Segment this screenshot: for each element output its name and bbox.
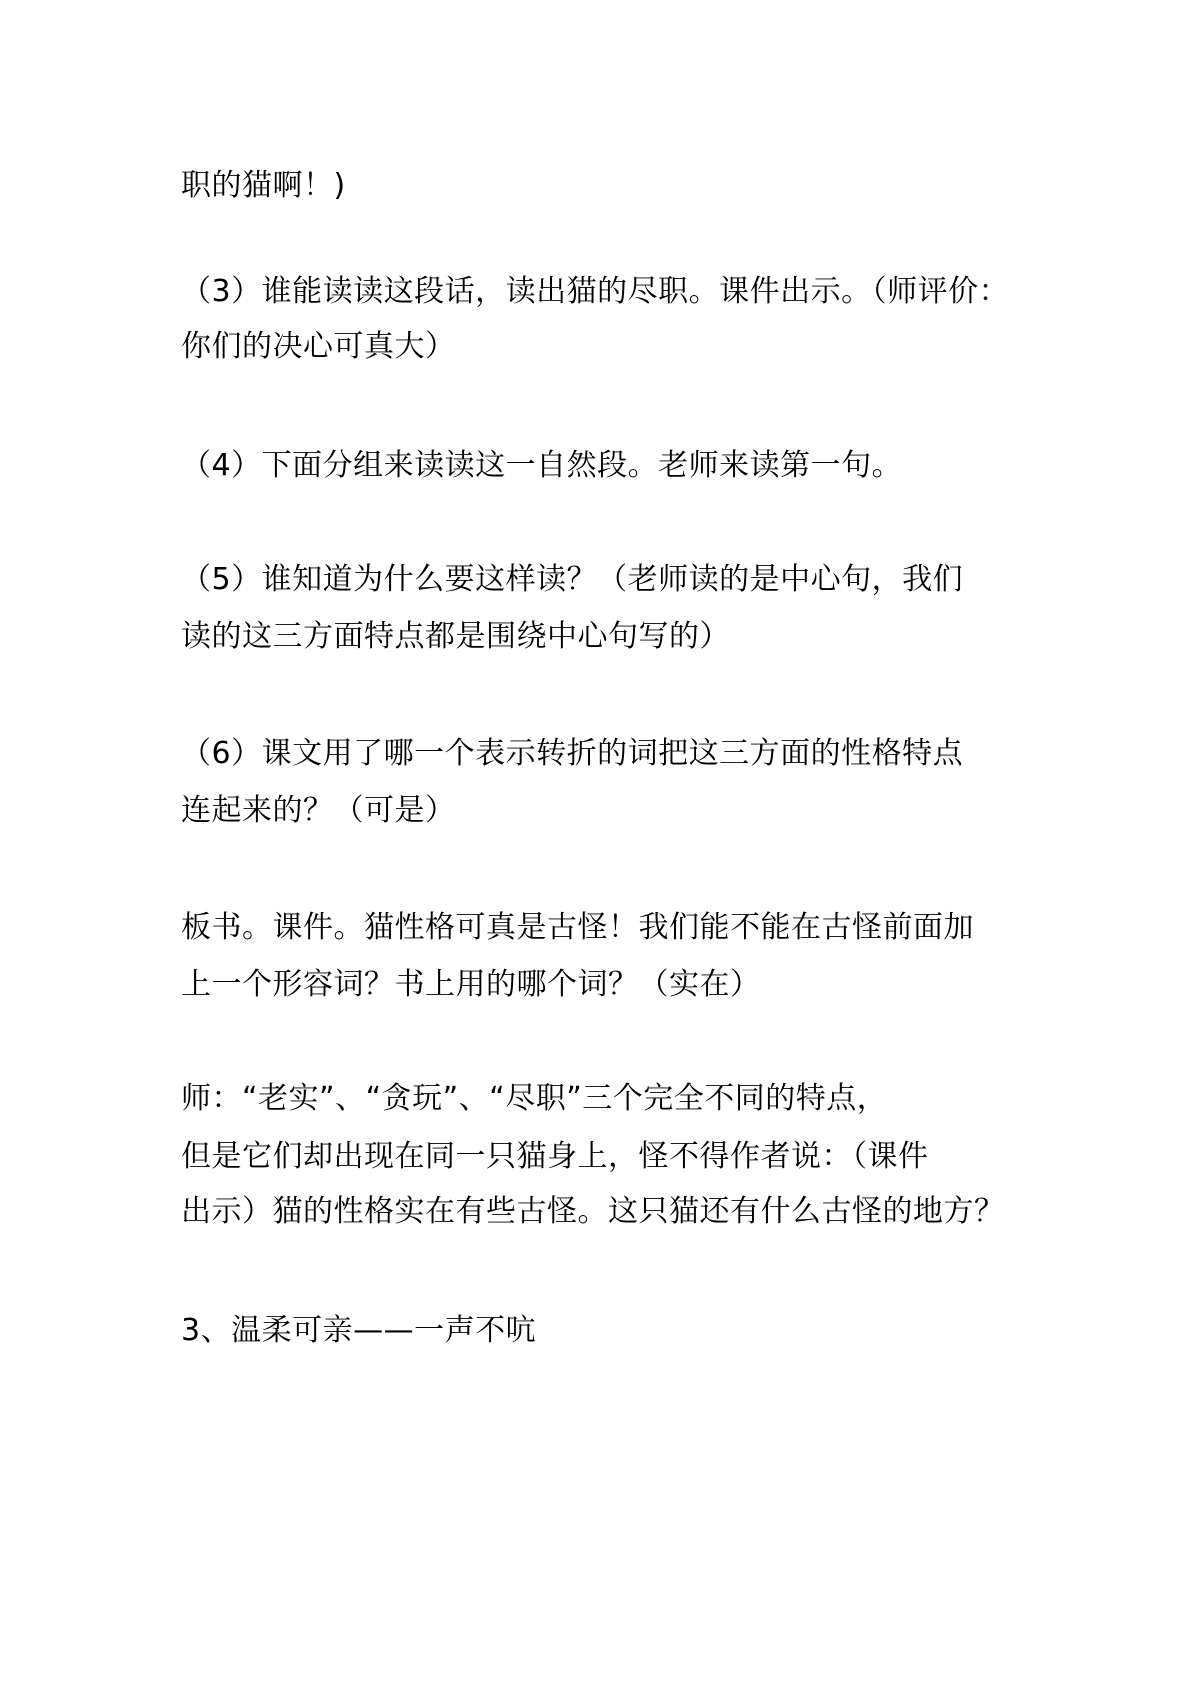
text-line: （4）下面分组来读读这一自然段。老师来读第一句。 (181, 448, 903, 483)
section-heading-3 (181, 1307, 1081, 1355)
text-line: （3）谁能读读这段话，读出猫的尽职。课件出示。（师评价： (181, 274, 1010, 309)
paragraph-board-writing (181, 904, 1081, 1009)
text-line: 但是它们却出现在同一只猫身上，怪不得作者说：（课件 (181, 1139, 929, 1174)
text-line: 连起来的？（可是） (181, 793, 456, 828)
paragraph-item-4 (181, 442, 1081, 490)
text-line: 师：“老实”、“贪玩”、“尽职”三个完全不同的特点， (181, 1081, 888, 1116)
paragraph-item-6 (181, 730, 1081, 835)
text-line: 3、温柔可亲——一声不吭 (181, 1313, 537, 1348)
text-line: 职的猫啊！) (181, 168, 346, 203)
text-line: 读的这三方面特点都是围绕中心句写的） (181, 619, 730, 654)
paragraph-item-3 (181, 268, 1081, 371)
text-line: 板书。课件。猫性格可真是古怪！我们能不能在古怪前面加 (181, 910, 974, 945)
paragraph-continuation (181, 162, 1081, 210)
paragraph-item-5 (181, 556, 1081, 661)
text-line: （5）谁知道为什么要这样读？（老师读的是中心句，我们 (181, 562, 964, 597)
text-line: 出示）猫的性格实在有些古怪。这只猫还有什么古怪的地方？ (181, 1194, 1005, 1229)
paragraph-teacher-remark (181, 1075, 1081, 1236)
text-line: 上一个形容词？书上用的哪个词？（实在） (181, 967, 761, 1002)
text-line: （6）课文用了哪一个表示转折的词把这三方面的性格特点 (181, 736, 964, 771)
text-line: 你们的决心可真大） (181, 329, 456, 364)
